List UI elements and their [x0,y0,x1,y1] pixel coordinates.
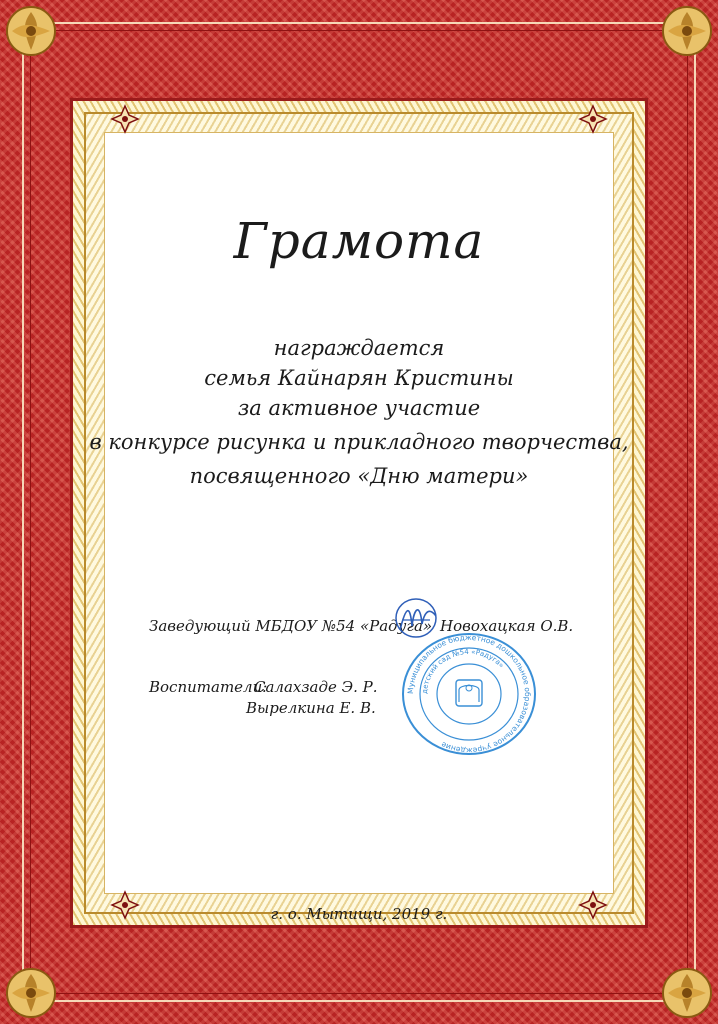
corner-ornament-icon [0,0,62,62]
award-line-awarded: награждается [273,336,445,360]
award-line-reason: за активное участие [237,396,481,420]
award-line-contest: в конкурсе рисунка и прикладного творчества, [89,430,629,454]
fleur-ornament-icon [578,104,608,134]
certificate-title: Грамота [233,212,485,270]
official-stamp [396,632,542,756]
corner-ornament-icon [0,962,62,1024]
corner-ornament-icon [656,962,718,1024]
stamp-inner-text: детский сад №54 «Радуга» [420,647,506,695]
corner-ornament-icon [656,0,718,62]
svg-text:детский сад №54 «Радуга» [421,648,506,694]
award-line-occasion: посвященного «Дню матери» [189,464,529,488]
teacher-name: Салахзаде Э. Р. [254,678,378,696]
fleur-ornament-icon [110,104,140,134]
award-line-recipient: семья Кайнарян Кристины [204,366,514,390]
teachers-label: Воспитатели: [149,678,268,696]
place-date: г. о. Мытищи, 2019 г. [270,905,448,923]
head-role: Заведующий МБДОУ №54 «Радуга» [149,617,433,635]
stamp-outer-text: Муниципальное бюджетное дошкольное образовательное учреждение [405,632,533,756]
head-name: Новохацкая О.В. [440,617,574,635]
teacher-name: Вырелкина Е. В. [246,699,376,717]
